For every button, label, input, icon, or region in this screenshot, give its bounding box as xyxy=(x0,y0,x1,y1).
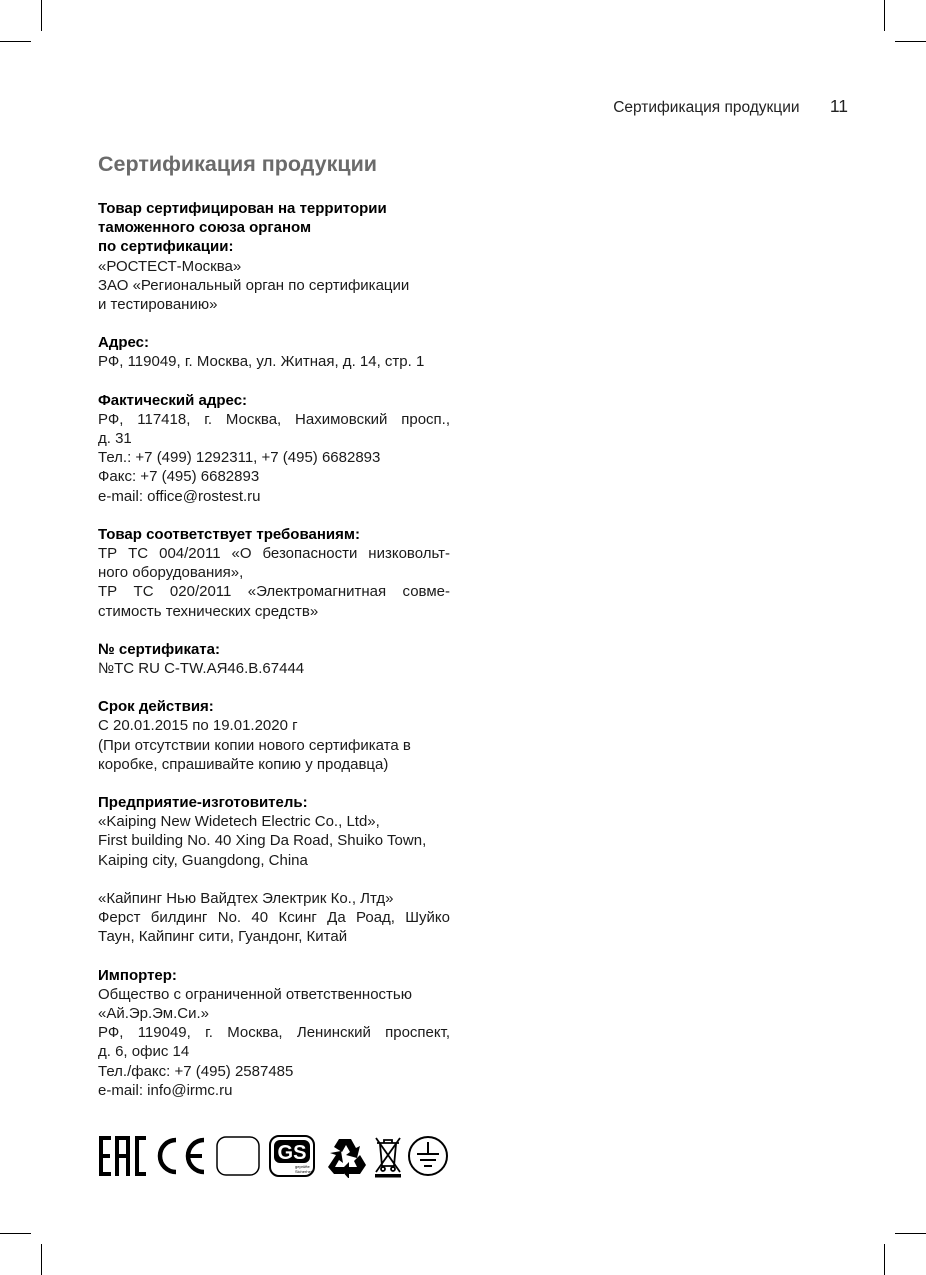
section-heading: Товар соответствует требованиям: xyxy=(98,525,360,543)
certification-marks xyxy=(98,1134,450,1178)
email-line: e-mail: info@irmc.ru xyxy=(98,1081,233,1099)
text-line: Таун, Кайпинг сити, Гуандонг, Китай xyxy=(98,928,348,946)
text-line: «Kaiping New Widetech Electric Co., Ltd», xyxy=(98,813,380,831)
text-line: Kaiping city, Guangdong, China xyxy=(98,851,308,869)
crop-mark xyxy=(884,0,885,31)
text-line: и тестированию» xyxy=(98,296,218,314)
section-heading: Срок действия: xyxy=(98,698,214,716)
blank-mark-icon xyxy=(214,1134,262,1178)
section-manufacturer xyxy=(98,793,450,870)
gs-small-text: geprüfte xyxy=(295,1164,310,1169)
crop-mark xyxy=(895,41,926,42)
section-requirements xyxy=(98,525,450,621)
section-heading: Товар сертифицирован на территории xyxy=(98,200,387,217)
page-number: 11 xyxy=(829,96,848,116)
certification-content xyxy=(98,199,450,1119)
weee-bin-icon xyxy=(372,1134,404,1178)
phone-line: Тел./факс: +7 (495) 2587485 xyxy=(98,1062,294,1080)
text-line: коробке, спрашивайте копию у продавца) xyxy=(98,755,389,773)
section-heading: Адрес: xyxy=(98,334,149,352)
crop-mark xyxy=(0,1233,31,1234)
section-address xyxy=(98,333,450,371)
section-actual-address xyxy=(98,391,450,506)
section-heading: № сертификата: xyxy=(98,640,220,658)
recycle-icon xyxy=(322,1134,368,1178)
running-head-title: Сертификация продукции xyxy=(613,99,800,116)
validity-dates: С 20.01.2015 по 19.01.2020 г xyxy=(98,717,298,735)
gs-letters: GS xyxy=(277,1142,307,1164)
section-heading: Фактический адрес: xyxy=(98,391,248,409)
running-head xyxy=(613,96,848,117)
phone-line: Тел.: +7 (499) 1292311, +7 (495) 6682893 xyxy=(98,449,381,467)
text-line: д. 31 xyxy=(98,430,132,448)
section-importer xyxy=(98,966,450,1100)
ce-mark-icon xyxy=(152,1134,210,1178)
section-heading: Импортер: xyxy=(98,966,177,984)
text-line: ТР ТС 020/2011 «Электромагнитная совме- xyxy=(98,583,450,601)
crop-mark xyxy=(41,1244,42,1275)
text-line: РФ, 119049, г. Москва, Ленинский проспект, xyxy=(98,1024,450,1042)
section-heading: таможенного союза органом xyxy=(98,219,312,237)
text-line: ТР ТС 004/2011 «О безопасности низковольт- xyxy=(98,545,450,563)
section-certificate xyxy=(98,640,450,678)
email-line: e-mail: office@rostest.ru xyxy=(98,487,261,505)
text-line: (При отсутствии копии нового сертификата в xyxy=(98,736,411,754)
text-line: First building No. 40 Xing Da Road, Shuiko Town, xyxy=(98,832,427,850)
crop-mark xyxy=(895,1233,926,1234)
section-heading: по сертификации: xyxy=(98,238,234,256)
crop-mark xyxy=(41,0,42,31)
crop-mark xyxy=(884,1244,885,1275)
gs-small-text: Sicherheit xyxy=(295,1169,313,1174)
text-line: д. 6, офис 14 xyxy=(98,1043,190,1061)
text-line: Ферст билдинг No. 40 Ксинг Да Роад, Шуйко xyxy=(98,909,450,927)
fax-line: Факс: +7 (495) 6682893 xyxy=(98,468,260,486)
text-line: РФ, 117418, г. Москва, Нахимовский просп., xyxy=(98,410,450,428)
section-certified xyxy=(98,199,450,314)
crop-mark xyxy=(0,41,31,42)
text-line: ного оборудования», xyxy=(98,564,244,582)
text-line: ЗАО «Региональный орган по сертификации xyxy=(98,276,410,294)
section-heading: Предприятие-изготовитель: xyxy=(98,794,308,812)
page-title: Сертификация продукции xyxy=(98,152,378,176)
section-validity xyxy=(98,697,450,774)
text-line: РФ, 119049, г. Москва, ул. Житная, д. 14, стр. 1 xyxy=(98,353,425,371)
text-line: «Ай.Эр.Эм.Си.» xyxy=(98,1004,209,1022)
gs-mark-icon xyxy=(268,1134,316,1178)
text-line: «Кайпинг Нью Вайдтех Электрик Ко., Лтд» xyxy=(98,889,394,907)
text-line: «РОСТЕСТ-Москва» xyxy=(98,257,242,275)
certificate-number: №ТС RU C-TW.АЯ46.В.67444 xyxy=(98,660,305,678)
ground-icon xyxy=(406,1134,450,1178)
text-line: стимость технических средств» xyxy=(98,602,319,620)
text-line: Общество с ограниченной ответственностью xyxy=(98,985,412,1003)
eac-mark-icon xyxy=(98,1134,148,1178)
section-manufacturer-ru xyxy=(98,889,450,947)
